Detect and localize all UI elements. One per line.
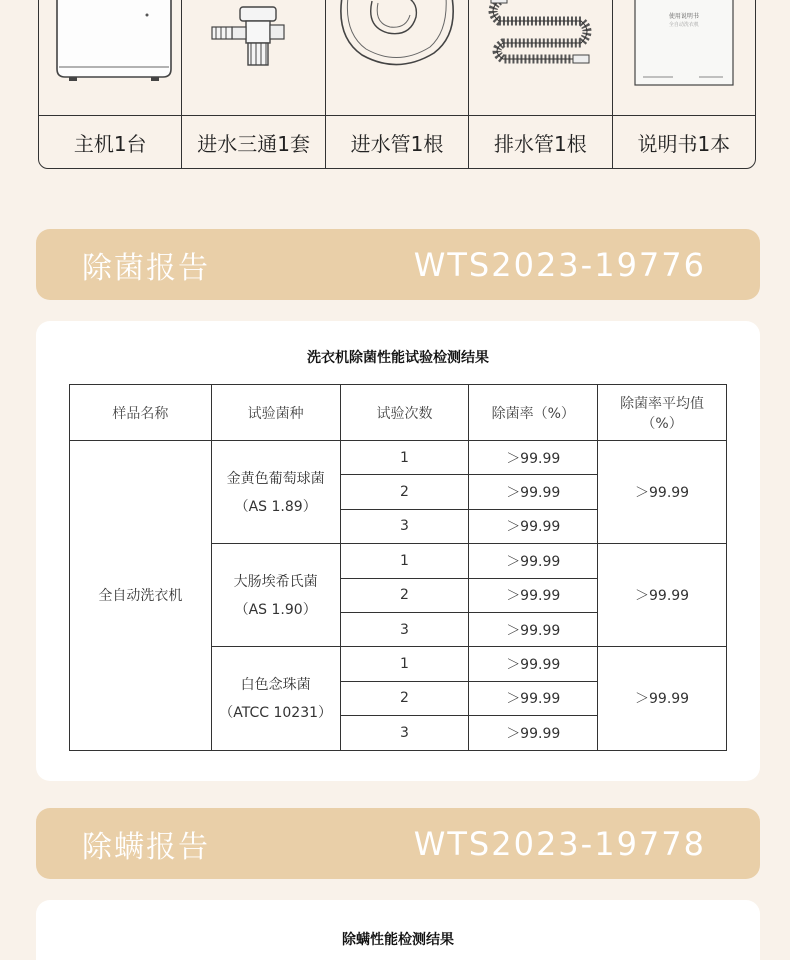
table-row: [70, 441, 727, 475]
sterilization-report-banner: [36, 229, 760, 300]
trial-number: 3: [340, 716, 469, 750]
rate-value: ＞99.99: [469, 544, 598, 578]
trial-number: 2: [340, 578, 469, 612]
accessory-main-unit: [39, 0, 182, 168]
accessory-label: 排水管1根: [494, 131, 587, 156]
banner-title: 除螨报告: [82, 829, 210, 865]
strain-cell: 大肠埃希氏菌 （AS 1.90）: [211, 544, 340, 647]
strain-cell: 金黄色葡萄球菌 （AS 1.89）: [211, 441, 340, 544]
inlet-hose-icon: [326, 0, 468, 116]
report-title: 除螨性能检测结果: [342, 932, 454, 948]
accessory-label: 进水管1根: [350, 131, 444, 156]
trial-number: 1: [340, 544, 469, 578]
header-average: 除菌率平均值 （%）: [598, 385, 727, 441]
manual-icon: [613, 0, 755, 116]
trial-number: 3: [340, 612, 469, 646]
manual-cover-subtitle: 全自动洗衣机: [668, 22, 699, 28]
rate-value: ＞99.99: [469, 647, 598, 681]
tee-valve-icon: [182, 0, 324, 116]
accessory-label: 说明书1本: [637, 131, 731, 156]
banner-title: 除菌报告: [82, 250, 210, 286]
rate-value: ＞99.99: [469, 441, 598, 475]
accessory-label: 进水三通1套: [197, 131, 310, 156]
trial-number: 1: [340, 441, 469, 475]
strain-cell: 白色念珠菌 （ATCC 10231）: [211, 647, 340, 750]
mite-report-card: [36, 900, 760, 960]
rate-value: ＞99.99: [469, 716, 598, 750]
rate-value: ＞99.99: [469, 681, 598, 715]
header-strain: 试验菌种: [211, 385, 340, 441]
trial-number: 3: [340, 509, 469, 543]
banner-code: WTS2023-19778: [413, 824, 706, 863]
rate-value: ＞99.99: [469, 509, 598, 543]
rate-value: ＞99.99: [469, 578, 598, 612]
table-header-row: [70, 385, 727, 441]
trial-number: 2: [340, 681, 469, 715]
washer-unit-icon: [39, 0, 181, 116]
accessory-drain-hose: [469, 0, 612, 168]
accessory-inlet-hose: [326, 0, 469, 168]
sterilization-report-card: [36, 321, 760, 781]
header-rate: 除菌率（%）: [469, 385, 598, 441]
average-value: ＞99.99: [598, 544, 727, 647]
sterilization-results-table: [69, 384, 727, 751]
manual-cover-title: 使用说明书: [668, 13, 699, 20]
trial-number: 1: [340, 647, 469, 681]
accessory-tee-valve: [182, 0, 325, 168]
trial-number: 2: [340, 475, 469, 509]
average-value: ＞99.99: [598, 647, 727, 750]
mite-report-banner: [36, 808, 760, 879]
rate-value: ＞99.99: [469, 612, 598, 646]
drain-hose-icon: [469, 0, 611, 116]
header-trials: 试验次数: [340, 385, 469, 441]
report-title: 洗衣机除菌性能试验检测结果: [307, 350, 489, 366]
banner-code: WTS2023-19776: [413, 245, 706, 284]
accessories-table: [38, 0, 756, 169]
header-sample: 样品名称: [70, 385, 212, 441]
average-value: ＞99.99: [598, 441, 727, 544]
accessory-manual: [613, 0, 755, 168]
accessory-label: 主机1台: [73, 131, 147, 156]
rate-value: ＞99.99: [469, 475, 598, 509]
sample-name: 全自动洗衣机: [70, 441, 212, 751]
